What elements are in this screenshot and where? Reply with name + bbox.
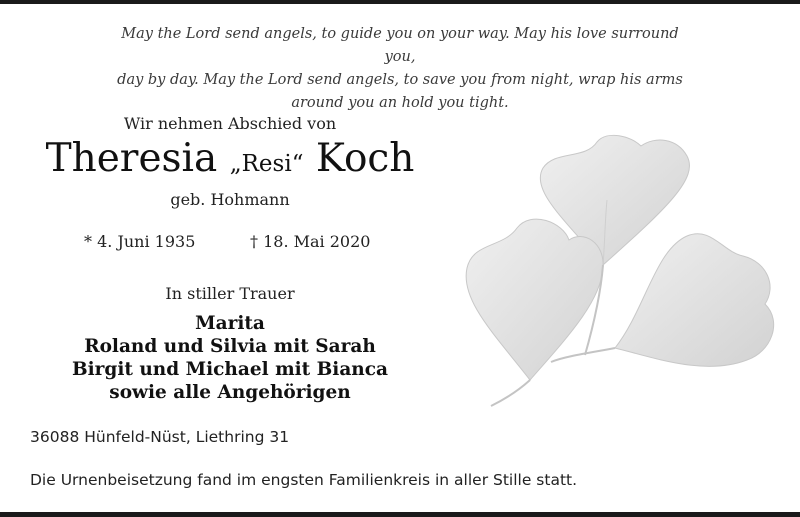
mourners-list [40,312,420,404]
verse-line-2: day by day. May the Lord send angels, to save you from night, wrap his arms [117,72,683,88]
bottom-border [0,512,800,517]
burial-notice: Die Urnenbeisetzung fand im engsten Familienkreis in aller Stille statt. [30,471,578,489]
maiden-name: geb. Hohmann [170,190,290,209]
farewell-intro: Wir nehmen Abschied von [123,114,337,133]
last-name: Koch [315,136,415,181]
verse-line-1: May the Lord send angels, to guide you on your way. May his love surround you, [121,26,679,65]
mourning-label: In stiller Trauer [165,284,295,303]
mourning-address: 36088 Hünfeld-Nüst, Liethring 31 [30,428,290,446]
ginkgo-leaves-icon [455,130,785,420]
mourner-item: Birgit und Michael mit Bianca [71,359,389,380]
mourner-item: sowie alle Angehörigen [109,382,351,403]
nickname: „Resi“ [229,151,304,177]
mourner-item: Roland und Silvia mit Sarah [84,336,376,357]
deceased-name [30,134,430,189]
death-date: † 18. Mai 2020 [250,232,371,251]
verse-text [110,23,690,115]
verse-line-3: around you an hold you tight. [291,95,509,111]
first-name: Theresia [45,136,218,181]
birth-date: * 4. Juni 1935 [84,232,196,251]
mourner-item: Marita [195,313,265,334]
top-border [0,0,800,4]
